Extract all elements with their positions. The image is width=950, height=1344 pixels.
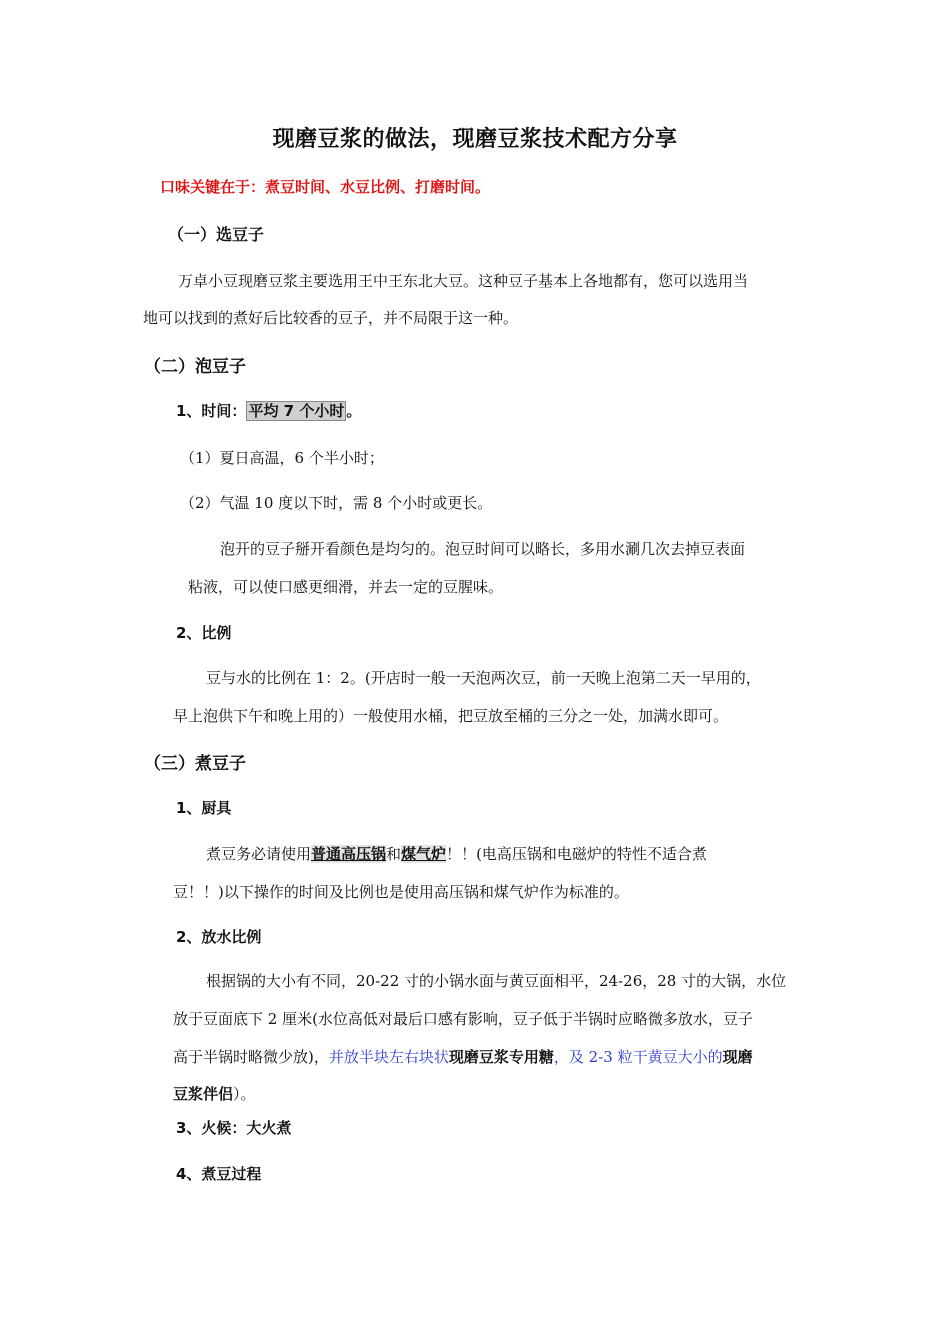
water-line3	[173, 1046, 753, 1067]
ratio-line2: 早上泡供下午和晚上用的）一般使用水桶，把豆放至桶的三分之一处，加满水即可。	[173, 707, 729, 725]
water-line4-end: ）。	[233, 1085, 256, 1103]
water-line1: 根据锅的大小有不同，20-22 寸的小锅水面与黄豆面相平，24-26，28 寸的大锅，水位	[206, 972, 787, 990]
soak-time-value: 平均 7 个小时	[248, 402, 345, 420]
soak-item-2: （2）气温 10 度以下时，需 8 个小时或更长。	[180, 494, 493, 512]
cookware-line1	[206, 843, 707, 864]
water-line3-a: 高于半锅时略微少放)，	[173, 1048, 329, 1066]
soak-note-line1: 泡开的豆子掰开看颜色是均匀的。泡豆时间可以略长，多用水涮几次去掉豆表面	[220, 540, 746, 558]
cookware-and: 和	[386, 845, 402, 863]
water-line3-b: 并放半块左右块状	[328, 1048, 449, 1066]
gas-stove: 煤气炉	[401, 845, 447, 863]
water-line2: 放于豆面底下 2 厘米(水位高低对最后口感有影响，豆子低于半锅时应略微多放水，豆子	[173, 1010, 753, 1028]
ratio-line1: 豆与水的比例在 1：2。(开店时一般一天泡两次豆，前一天晚上泡第二天一早用的，	[206, 669, 761, 687]
s1-para-line1: 万卓小豆现磨豆浆主要选用王中王东北大豆。这种豆子基本上各地都有，您可以选用当	[178, 272, 749, 290]
water-line3-d: ，	[553, 1048, 569, 1066]
soak-item-1: （1）夏日高温，6 个半小时；	[180, 449, 384, 467]
soak-time-end: 。	[346, 402, 362, 420]
cookware-pre: 煮豆务必请使用	[206, 845, 312, 863]
special-sugar: 现磨豆浆专用糖	[448, 1048, 554, 1066]
water-line3-e: 及 2-3 粒干黄豆大小的	[568, 1048, 723, 1066]
soak-note-line2: 粘液，可以使口感更细滑，并去一定的豆腥味。	[188, 578, 504, 596]
partner-part2: 豆浆伴侣	[173, 1085, 234, 1103]
page-title: 现磨豆浆的做法，现磨豆浆技术配方分享	[272, 127, 678, 152]
section-3-heading: （三）煮豆子	[144, 754, 246, 774]
pressure-cooker: 普通高压锅	[311, 845, 387, 863]
section-1-heading: （一）选豆子	[168, 225, 265, 244]
ratio-heading: 2、比例	[176, 624, 232, 642]
soak-time-label: 1、时间：	[176, 402, 247, 420]
water-line4	[173, 1083, 256, 1104]
cookware-heading: 1、厨具	[176, 799, 232, 817]
section-2-heading: （二）泡豆子	[144, 357, 246, 377]
process-heading: 4、煮豆过程	[176, 1165, 262, 1183]
soak-time-line	[176, 400, 361, 421]
fire-heading: 3、火候：大火煮	[176, 1119, 292, 1137]
s1-para-line2: 地可以找到的煮好后比较香的豆子，并不局限于这一种。	[143, 309, 519, 327]
key-note: 口味关键在于：煮豆时间、水豆比例、打磨时间。	[160, 178, 491, 196]
cookware-line2: 豆！！)以下操作的时间及比例也是使用高压锅和煤气炉作为标准的。	[173, 883, 629, 901]
cookware-post: ！！(电高压锅和电磁炉的特性不适合煮	[446, 845, 707, 863]
partner-part1: 现磨	[722, 1048, 753, 1066]
water-ratio-heading: 2、放水比例	[176, 928, 262, 946]
